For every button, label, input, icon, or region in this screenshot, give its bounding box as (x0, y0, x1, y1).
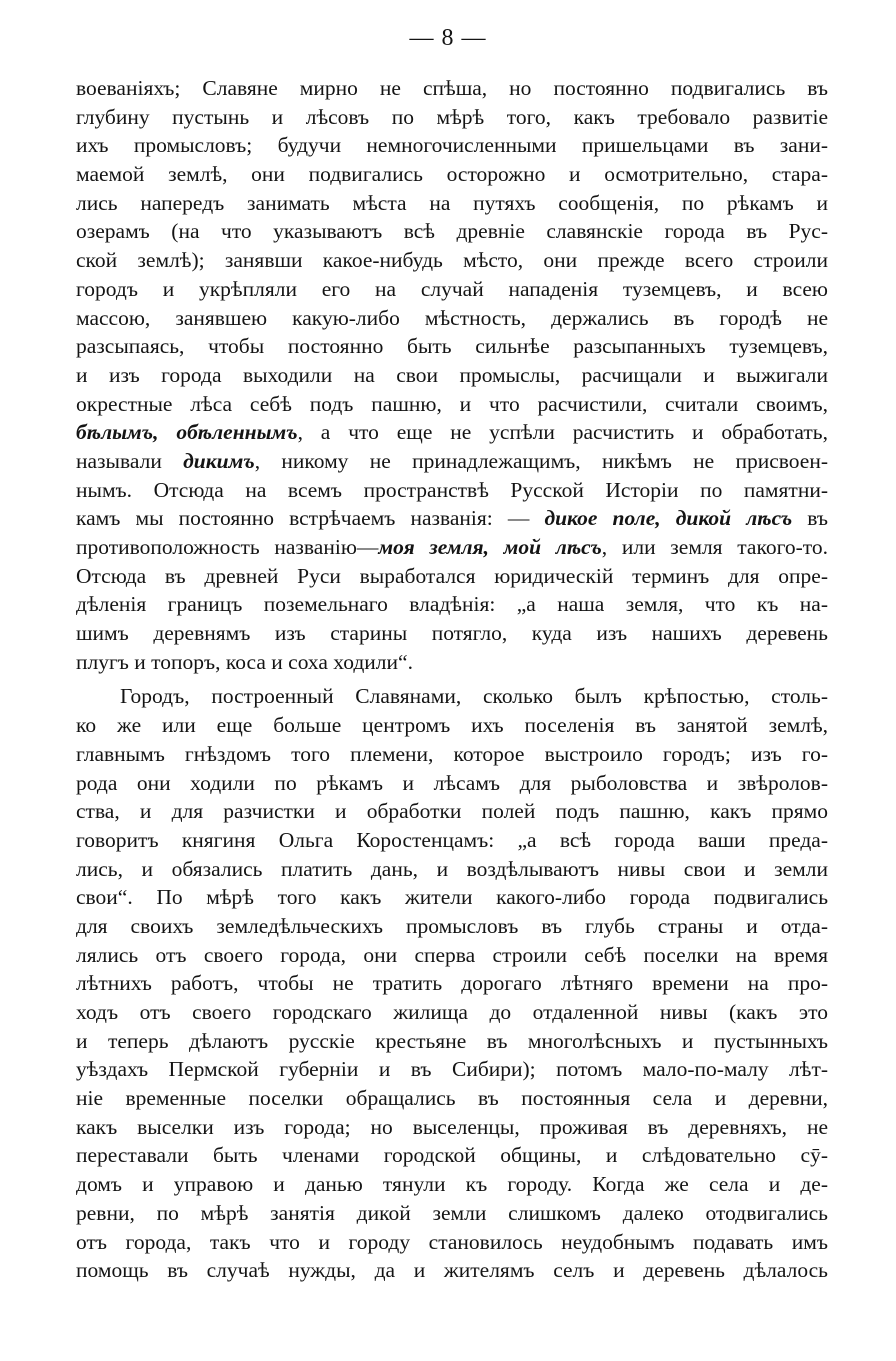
body-text (76, 74, 828, 1285)
text-line: домъ и управою и данью тянули къ городу. Когда же села и де- (76, 1172, 828, 1197)
text-line: ской землѣ); занявши какое-нибудь мѣсто, они прежде всего строили (76, 248, 828, 273)
text-line: воеваніяхъ; Славяне мирно не спѣша, но постоянно подвигались въ (76, 76, 828, 100)
text-line: лись, и обязались платить дань, и воздѣлываютъ нивы свои и земли (76, 856, 828, 881)
text-line: бѣлымъ, обѣленнымъ, а что еще не успѣли расчистить и обработать, (76, 420, 828, 445)
paragraph-1 (76, 74, 828, 676)
text-line: рода они ходили по рѣкамъ и лѣсамъ для рыболовства и звѣролов- (76, 770, 828, 795)
italic-term: бѣлымъ, обѣленнымъ (76, 420, 298, 445)
text-line: противоположность названію—моя земля, мой лѣсъ, или земля такого-то. (76, 535, 828, 559)
page-number: — 8 — (409, 25, 487, 51)
text-line: говоритъ княгиня Ольга Коростенцамъ: „а всѣ города ваши преда- (76, 827, 828, 852)
text-line: помощь въ случаѣ нужды, да и жителямъ селъ и деревень дѣлалось (76, 1258, 828, 1283)
paragraph-2 (76, 682, 828, 1284)
italic-term: дикимъ (183, 448, 255, 473)
text-line: лѣтнихъ работъ, чтобы не тратить дорогаго лѣтняго времени на про- (76, 971, 828, 996)
text-line: разсыпаясь, чтобы постоянно быть сильнѣе разсыпанныхъ туземцевъ, (76, 334, 828, 359)
text-line: камъ мы постоянно встрѣчаемъ названія: — дикое поле, дикой лѣсъ въ (76, 506, 828, 531)
text-line: лялись отъ своего города, они сперва строили себѣ поселки на время (76, 942, 828, 967)
text-line: лись напередъ занимать мѣста на путяхъ сообщенія, по рѣкамъ и (76, 190, 828, 215)
text-line: отъ города, такъ что и городу становилось неудобнымъ подавать имъ (76, 1229, 828, 1254)
text-line: свои“. По мѣрѣ того какъ жители какого-либо города подвигались (76, 885, 828, 910)
text-line: Отсюда въ древней Руси выработался юридическій терминъ для опре- (76, 563, 828, 588)
text-line: шимъ деревнямъ изъ старины потягло, куда изъ нашихъ деревень (76, 621, 828, 646)
text-line: Городъ, построенный Славянами, сколько былъ крѣпостью, столь- (120, 684, 828, 709)
text-line: и теперь дѣлаютъ русскіе крестьяне въ многолѣсныхъ и пустынныхъ (76, 1028, 828, 1053)
text-line: и изъ города выходили на свои промыслы, расчищали и выжигали (76, 362, 828, 387)
text-line: ходъ отъ своего городскаго жилища до отдаленной нивы (какъ это (76, 1000, 828, 1024)
text-line: ихъ промысловъ; будучи немногочисленными пришельцами въ зани- (76, 133, 828, 158)
text-line: какъ выселки изъ города; но выселенцы, проживая въ деревняхъ, не (76, 1114, 828, 1139)
text-line: глубину пустынь и лѣсовъ по мѣрѣ того, какъ требовало развитіе (76, 104, 828, 129)
text-line: для своихъ земледѣльческихъ промысловъ въ глубь страны и отда- (76, 913, 828, 938)
text-line: озерамъ (на что указываютъ всѣ древніе славянскіе города въ Рус- (76, 219, 828, 244)
text-line: главнымъ гнѣздомъ того племени, которое выстроило городъ; изъ го- (76, 741, 828, 766)
text-line: ства, и для разчистки и обработки полей подъ пашню, какъ прямо (76, 799, 828, 824)
text-line: массою, занявшею какую-либо мѣстность, держались въ городѣ не (76, 305, 828, 330)
text-line: маемой землѣ, они подвигались осторожно и осмотрительно, стара- (76, 162, 828, 187)
text-line: плугъ и топоръ, коса и соха ходили“. (76, 649, 413, 674)
text-line: переставали быть членами городской общины, и слѣдовательно сӯ- (76, 1143, 828, 1168)
text-line: окрестные лѣса себѣ подъ пашню, и что расчистили, считали своимъ, (76, 391, 828, 416)
text-line: дѣленія границъ поземельнаго владѣнія: „а наша земля, что къ на- (76, 592, 828, 617)
text-line: называли дикимъ, никому не принадлежащимъ, никѣмъ не присвоен- (76, 448, 828, 473)
text-line: нымъ. Отсюда на всемъ пространствѣ Русской Исторіи по памятни- (76, 477, 828, 502)
italic-term: моя земля, мой лѣсъ (378, 535, 602, 559)
text-line: уѣздахъ Пермской губерніи и въ Сибири); потомъ мало-по-малу лѣт- (76, 1057, 828, 1082)
text-line: ніе временные поселки обращались въ постоянныя села и деревни, (76, 1086, 828, 1111)
italic-term: дикое поле, дикой лѣсъ (544, 506, 793, 531)
text-line: ко же или еще больше центромъ ихъ поселенія въ занятой землѣ, (76, 713, 828, 738)
text-line: ревни, по мѣрѣ занятія дикой земли слишкомъ далеко отодвигались (76, 1200, 828, 1225)
text-line: городъ и укрѣпляли его на случай нападенія туземцевъ, и всею (76, 276, 828, 301)
